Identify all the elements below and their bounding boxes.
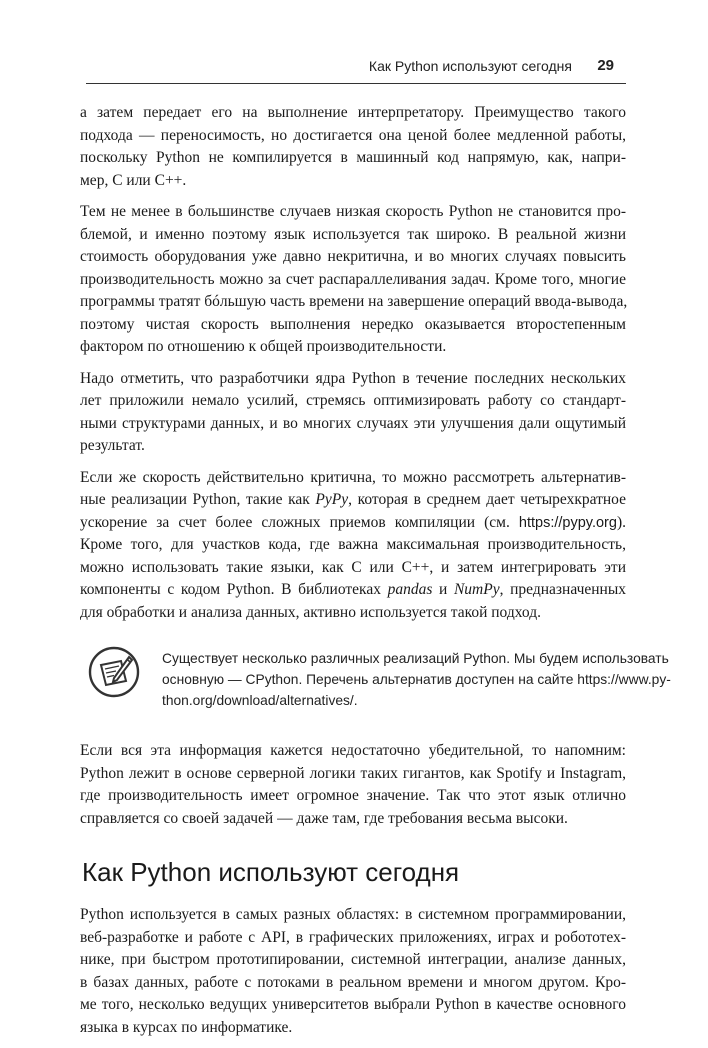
text-line: веб-разработке и работе с API, в графических приложениях, играх и робототех- <box>80 928 626 946</box>
numpy-term: NumPy <box>453 581 500 598</box>
paragraph <box>80 467 626 625</box>
text-line: справляется со своей задачей — даже там, где требования весьма высоки. <box>80 809 568 827</box>
text-line: Python лежит в основе серверной логики таких гигантов, как Spotify и Instagram, <box>80 764 626 782</box>
text-line: языка в курсах по информатике. <box>80 1018 293 1036</box>
text-line: производительность можно за счет распараллеливания задач. Кроме того, многие <box>80 270 626 288</box>
running-head <box>86 56 626 84</box>
section-heading: Как Python используют сегодня <box>82 857 460 887</box>
text-run: ные реализации Python, такие как <box>80 491 316 508</box>
text-run: ускорение за счет более сложных приемов компиляции (см. <box>80 513 519 531</box>
text-line: подхода — переносимость, но достигается она ценой более медленной работы, <box>80 126 626 144</box>
text-line: Кроме того, для участков кода, где важна максимальная производительность, <box>80 536 626 553</box>
text-line: блемой, и именно поэтому язык используется так широко. В реальной жизни <box>80 225 626 243</box>
text-line: ными структурами данных, и во многих случаях эти улучшения дали ощутимый <box>80 414 626 432</box>
text-line: мер, C или C++. <box>80 171 187 189</box>
text-line: ме того, несколько ведущих университетов выбрали Python в качестве основного <box>80 996 626 1013</box>
text-line: Тем не менее в большинстве случаев низкая скорость Python не становится про- <box>80 203 626 220</box>
text-run: , предназначенных <box>499 581 627 598</box>
note-box <box>80 650 671 710</box>
paragraph <box>80 740 626 830</box>
text-line: где производительность имеет огромное значение. Так что этот язык отлично <box>80 787 626 804</box>
text-line: поэтому чистая скорость выполнения нередко оказывается второстепенным <box>80 315 626 333</box>
text-line: в базах данных, работе с потоками в реальном времени и многом другом. Кро- <box>80 973 626 991</box>
pen-writing-icon <box>88 646 140 698</box>
page-number: 29 <box>597 57 614 74</box>
page-body <box>80 102 671 1048</box>
pypy-url[interactable]: https://pypy.org <box>518 514 617 531</box>
text-line: программы тратят бóльшую часть времени на завершение операций ввода-вывода, <box>80 293 628 310</box>
header-rule <box>86 83 626 84</box>
paragraph <box>80 201 626 359</box>
paragraph <box>80 368 626 458</box>
text-line: стоимость оборудования уже давно некритична, и во многих случаях повысить <box>80 248 626 265</box>
pandas-term: pandas <box>387 581 433 598</box>
text-line: можно использовать такие языки, как C или C++, и затем интегрировать эти <box>80 558 626 576</box>
text-line: Если же скорость действительно критична, то можно рассмотреть альтернатив- <box>80 468 626 486</box>
text-line: Если вся эта информация кажется недостаточно убедительной, то напомним: <box>80 742 626 759</box>
paragraph <box>80 102 626 192</box>
note-line: Существует несколько различных реализаций Python. Мы будем использовать <box>162 651 669 666</box>
text-line: результат. <box>80 437 145 454</box>
note-line: основную — CPython. Перечень альтернатив доступен на сайте https://www.py- <box>162 672 671 687</box>
text-line <box>80 489 626 512</box>
text-run: ). <box>616 513 626 531</box>
text-line: фактором по отношению к общей производительности. <box>80 338 447 355</box>
text-line: Python используется в самых разных областях: в системном программировании, <box>80 906 626 923</box>
running-head-title: Как Python используют сегодня <box>368 58 572 74</box>
text-line <box>80 512 626 535</box>
text-run: , которая в среднем дает четырехкратное <box>348 491 626 508</box>
text-line: лет приложили немало усилий, стремясь оптимизировать работу со стандарт- <box>80 392 626 409</box>
note-text <box>162 648 671 711</box>
text-line: Надо отметить, что разработчики ядра Python в течение последних нескольких <box>80 369 626 387</box>
text-line: для обработки и анализа данных, активно используется такой подход. <box>80 603 541 621</box>
text-run: компоненты с кодом Python. В библиотеках <box>80 581 388 598</box>
text-line: нике, при быстром прототипировании, системной интеграции, анализе данных, <box>80 951 626 968</box>
text-line: поскольку Python не компилируется в машинный код напрямую, как, напри- <box>80 149 626 166</box>
text-line <box>80 579 626 602</box>
note-line: thon.org/download/alternatives/. <box>162 693 358 708</box>
text-line: а затем передает его на выполнение интерпретатору. Преимущество такого <box>80 104 626 121</box>
pypy-term: PyPy <box>315 491 349 508</box>
text-run: и <box>432 581 454 598</box>
paragraph <box>80 904 626 1039</box>
